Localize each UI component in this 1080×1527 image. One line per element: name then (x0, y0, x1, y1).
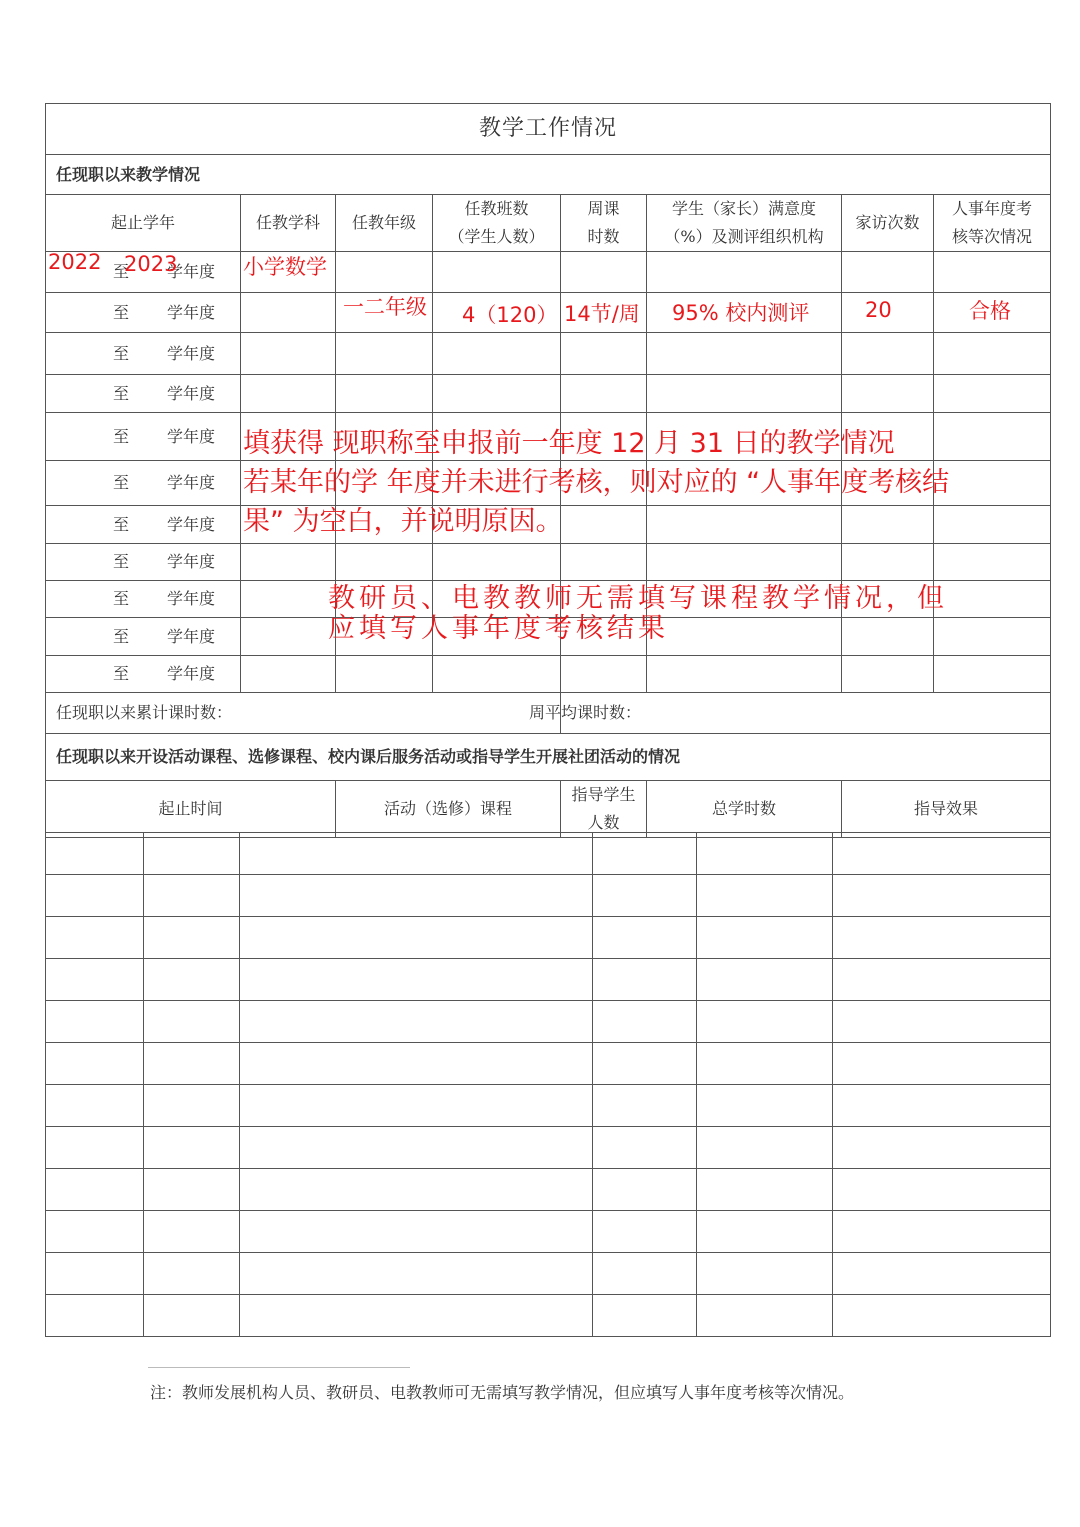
period-year-label: 学年度 (167, 343, 216, 363)
teaching-cell[interactable] (433, 252, 561, 293)
section-title-activities: 任现职以来开设活动课程、选修课程、校内课后服务活动或指导学生开展社团活动的情况 (46, 734, 1051, 781)
hw-grade: 一二年级 (343, 295, 427, 319)
activity-cell[interactable] (240, 1211, 593, 1253)
teaching-cell[interactable] (241, 333, 336, 375)
teaching-cell[interactable] (433, 544, 561, 581)
activity-cell[interactable] (46, 917, 144, 959)
activity-cell[interactable] (697, 1127, 833, 1169)
activity-cell[interactable] (144, 1127, 240, 1169)
teaching-cell[interactable] (336, 252, 433, 293)
header-activity-effect: 指导效果 (842, 781, 1051, 838)
activity-cell[interactable] (593, 833, 697, 875)
activity-row (46, 1253, 1051, 1295)
period-cell (46, 506, 241, 544)
period-cell (46, 413, 241, 461)
teaching-cell[interactable] (433, 333, 561, 375)
teaching-cell[interactable] (336, 375, 433, 413)
period-cell (46, 618, 241, 656)
teaching-cell[interactable] (647, 656, 842, 693)
activity-cell[interactable] (144, 1295, 240, 1337)
activity-cell[interactable] (593, 1253, 697, 1295)
activity-row (46, 1085, 1051, 1127)
period-cell (46, 544, 241, 581)
teaching-cell[interactable] (934, 375, 1051, 413)
activity-cell[interactable] (593, 1085, 697, 1127)
header-activity-students: 指导学生 人数 (561, 781, 647, 838)
period-cell (46, 375, 241, 413)
teaching-cell[interactable] (934, 506, 1051, 544)
activity-cell[interactable] (144, 917, 240, 959)
hw-year-start: 2022 (48, 250, 102, 274)
activity-cell[interactable] (46, 1001, 144, 1043)
teaching-cell[interactable] (842, 333, 934, 375)
teaching-cell[interactable] (842, 544, 934, 581)
header-classes: 任教班数 （学生人数） (433, 195, 561, 252)
activity-cell[interactable] (46, 1127, 144, 1169)
hw-satisfaction: 95% 校内测评 (672, 301, 810, 325)
teaching-cell[interactable] (842, 506, 934, 544)
activity-cell[interactable] (697, 1085, 833, 1127)
header-period: 起止学年 (46, 195, 241, 252)
activity-cell[interactable] (144, 1253, 240, 1295)
activity-cell[interactable] (240, 917, 593, 959)
teaching-cell[interactable] (561, 544, 647, 581)
activity-cell[interactable] (240, 959, 593, 1001)
footnote: 注：教师发展机构人员、教研员、电教教师可无需填写教学情况，但应填写人事年度考核等次情况。 (150, 1383, 855, 1402)
teaching-cell[interactable] (934, 333, 1051, 375)
period-year-label: 学年度 (167, 426, 216, 446)
activity-cell[interactable] (240, 1043, 593, 1085)
teaching-cell[interactable] (433, 656, 561, 693)
period-cell (46, 656, 241, 693)
teaching-cell[interactable] (934, 618, 1051, 656)
activity-cell[interactable] (593, 1169, 697, 1211)
activity-row (46, 833, 1051, 875)
activity-cell[interactable] (144, 1211, 240, 1253)
teaching-cell[interactable] (561, 333, 647, 375)
activity-cell[interactable] (46, 875, 144, 917)
teaching-cell[interactable] (842, 252, 934, 293)
period-to-label: 至 (113, 626, 130, 646)
teaching-cell[interactable] (433, 375, 561, 413)
activity-cell[interactable] (697, 1001, 833, 1043)
hw-visits: 20 (865, 298, 892, 322)
teaching-cell[interactable] (934, 544, 1051, 581)
teaching-cell[interactable] (842, 618, 934, 656)
activity-cell[interactable] (593, 1211, 697, 1253)
activity-cell[interactable] (46, 1253, 144, 1295)
period-to-label: 至 (113, 552, 130, 571)
activity-cell[interactable] (833, 1085, 1051, 1127)
activity-row (46, 1169, 1051, 1211)
header-row (46, 195, 1051, 252)
period-year-label: 学年度 (167, 383, 216, 403)
activity-row (46, 1127, 1051, 1169)
activity-cell[interactable] (144, 959, 240, 1001)
activity-cell[interactable] (144, 833, 240, 875)
activity-cell[interactable] (697, 1295, 833, 1337)
hw-note-line-3: 果” 为空白，并说明原因。 (243, 506, 563, 537)
teaching-cell[interactable] (561, 506, 647, 544)
section-title-teaching: 任现职以来教学情况 (46, 155, 1051, 195)
activity-cell[interactable] (697, 833, 833, 875)
activity-cell[interactable] (593, 1001, 697, 1043)
teaching-cell[interactable] (241, 544, 336, 581)
header-activity-course: 活动（选修）课程 (336, 781, 561, 838)
teaching-cell[interactable] (934, 413, 1051, 461)
teaching-cell[interactable] (647, 375, 842, 413)
activity-cell[interactable] (240, 1127, 593, 1169)
activity-cell[interactable] (144, 1169, 240, 1211)
period-year-label: 学年度 (167, 514, 216, 534)
activity-cell[interactable] (240, 833, 593, 875)
activity-cell[interactable] (833, 1127, 1051, 1169)
teaching-cell[interactable] (647, 333, 842, 375)
activity-cell[interactable] (593, 1043, 697, 1085)
activity-cell[interactable] (240, 1001, 593, 1043)
teaching-cell[interactable] (934, 581, 1051, 618)
activity-cell[interactable] (833, 1043, 1051, 1085)
footnote-divider (148, 1367, 410, 1368)
activity-row (46, 959, 1051, 1001)
teaching-cell[interactable] (561, 656, 647, 693)
activity-cell[interactable] (593, 959, 697, 1001)
activity-cell[interactable] (833, 959, 1051, 1001)
activity-cell[interactable] (240, 1253, 593, 1295)
hw-appraisal: 合格 (969, 299, 1011, 323)
activity-cell[interactable] (833, 1211, 1051, 1253)
activity-cell[interactable] (240, 1085, 593, 1127)
hw-subject: 小学数学 (243, 255, 327, 279)
period-to-label: 至 (113, 473, 130, 492)
period-to-label: 至 (113, 262, 130, 281)
teaching-cell[interactable] (647, 252, 842, 293)
activity-cell[interactable] (697, 959, 833, 1001)
activity-cell[interactable] (144, 1085, 240, 1127)
form-title: 教学工作情况 (46, 104, 1051, 155)
period-cell (46, 581, 241, 618)
period-year-label: 学年度 (167, 262, 216, 281)
activity-cell[interactable] (46, 1043, 144, 1085)
period-cell (46, 293, 241, 333)
period-to-label: 至 (113, 383, 130, 403)
activity-cell[interactable] (144, 875, 240, 917)
header-activity-hours: 总学时数 (647, 781, 842, 838)
period-to-label: 至 (113, 589, 130, 608)
teaching-row (46, 333, 1051, 375)
teaching-cell[interactable] (934, 656, 1051, 693)
teaching-cell[interactable] (336, 333, 433, 375)
activity-cell[interactable] (697, 917, 833, 959)
period-to-label: 至 (113, 664, 130, 683)
hw-year-end: 2023 (124, 252, 178, 276)
activity-row (46, 875, 1051, 917)
activity-cell[interactable] (593, 1127, 697, 1169)
summary-total-hours: 任现职以来累计课时数： (46, 693, 561, 734)
activity-cell[interactable] (697, 1169, 833, 1211)
teaching-cell[interactable] (647, 506, 842, 544)
period-cell (46, 461, 241, 506)
activity-cell[interactable] (833, 1253, 1051, 1295)
hw-note2-line-1: 教研员、电教教师无需填写课程教学情况，但 (328, 583, 948, 614)
teaching-cell[interactable] (561, 375, 647, 413)
teaching-cell[interactable] (934, 461, 1051, 506)
teaching-row (46, 544, 1051, 581)
teaching-cell[interactable] (241, 656, 336, 693)
teaching-cell[interactable] (842, 375, 934, 413)
teaching-row (46, 656, 1051, 693)
teaching-cell[interactable] (241, 293, 336, 333)
activity-cell[interactable] (833, 917, 1051, 959)
activity-cell[interactable] (46, 833, 144, 875)
activities-table-body (45, 832, 1051, 1337)
activity-cell[interactable] (697, 1211, 833, 1253)
period-year-label: 学年度 (167, 664, 216, 683)
period-year-label: 学年度 (167, 589, 216, 608)
activity-cell[interactable] (833, 1295, 1051, 1337)
teaching-cell[interactable] (647, 618, 842, 656)
activity-cell[interactable] (593, 917, 697, 959)
activity-cell[interactable] (46, 1169, 144, 1211)
activity-cell[interactable] (46, 1295, 144, 1337)
period-to-label: 至 (113, 302, 130, 322)
teaching-cell[interactable] (241, 375, 336, 413)
activity-cell[interactable] (240, 875, 593, 917)
teaching-cell[interactable] (842, 656, 934, 693)
activity-row (46, 1001, 1051, 1043)
teaching-row (46, 375, 1051, 413)
hw-weekly: 14节/周 (564, 302, 640, 326)
activity-row (46, 1211, 1051, 1253)
activity-cell[interactable] (833, 1169, 1051, 1211)
header-row-activities (46, 781, 1051, 838)
activity-cell[interactable] (144, 1001, 240, 1043)
header-weekly-hours: 周课 时数 (561, 195, 647, 252)
summary-weekly-average: 周平均课时数： (529, 703, 642, 722)
header-grade: 任教年级 (336, 195, 433, 252)
teaching-cell[interactable] (336, 544, 433, 581)
activity-cell[interactable] (240, 1169, 593, 1211)
activity-cell[interactable] (697, 1253, 833, 1295)
period-year-label: 学年度 (167, 552, 216, 571)
activity-cell[interactable] (144, 1043, 240, 1085)
activity-cell[interactable] (240, 1295, 593, 1337)
teaching-cell[interactable] (561, 252, 647, 293)
period-to-label: 至 (113, 514, 130, 534)
activity-row (46, 1295, 1051, 1337)
hw-note2-line-2: 应填写人事年度考核结果 (328, 613, 669, 644)
activity-cell[interactable] (593, 1295, 697, 1337)
header-satisfaction: 学生（家长）满意度 （%）及测评组织机构 (647, 195, 842, 252)
activity-cell[interactable] (46, 959, 144, 1001)
activity-cell[interactable] (833, 875, 1051, 917)
activity-row (46, 917, 1051, 959)
header-subject: 任教学科 (241, 195, 336, 252)
header-appraisal: 人事年度考 核等次情况 (934, 195, 1051, 252)
hw-note-line-1: 填获得 现职称至申报前一年度 12 月 31 日的教学情况 (243, 428, 895, 459)
activity-row (46, 1043, 1051, 1085)
activity-cell[interactable] (833, 833, 1051, 875)
teaching-row (46, 252, 1051, 293)
activity-cell[interactable] (697, 1043, 833, 1085)
period-year-label: 学年度 (167, 626, 216, 646)
activity-cell[interactable] (46, 1085, 144, 1127)
activity-cell[interactable] (697, 875, 833, 917)
period-cell (46, 333, 241, 375)
teaching-cell[interactable] (241, 581, 336, 618)
period-year-label: 学年度 (167, 473, 216, 492)
teaching-cell[interactable] (934, 252, 1051, 293)
period-to-label: 至 (113, 426, 130, 446)
teaching-cell[interactable] (336, 656, 433, 693)
header-home-visits: 家访次数 (842, 195, 934, 252)
period-to-label: 至 (113, 343, 130, 363)
hw-note-line-2: 若某年的学 年度并未进行考核，则对应的 “人事年度考核结 (243, 467, 950, 498)
header-activity-period: 起止时间 (46, 781, 336, 838)
hw-classes: 4（120） (462, 303, 558, 327)
activity-cell[interactable] (593, 875, 697, 917)
period-year-label: 学年度 (167, 302, 216, 322)
teaching-cell[interactable] (241, 618, 336, 656)
activity-cell[interactable] (833, 1001, 1051, 1043)
activity-cell[interactable] (46, 1211, 144, 1253)
teaching-cell[interactable] (647, 544, 842, 581)
